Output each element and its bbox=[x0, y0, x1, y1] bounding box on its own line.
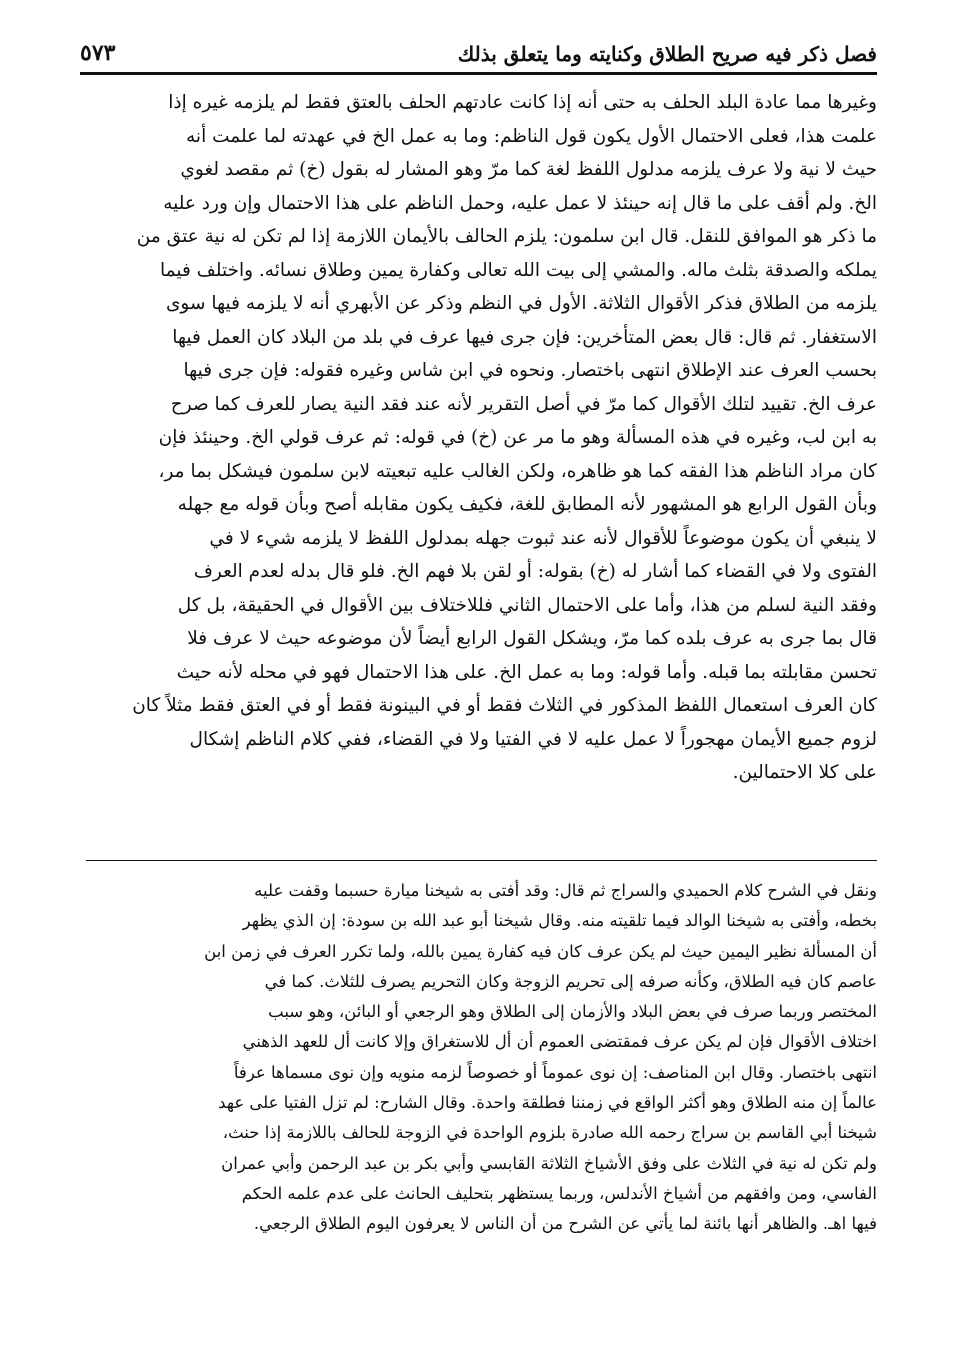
main-text-line: ما ذكر هو الموافق للنقل. قال ابن سلمون: يلزم الحالف بالأيمان اللازمة إذا لم تكن له نية عتق من bbox=[136, 226, 877, 247]
main-text-line: لزوم جميع الأيمان مهجوراً لا عمل عليه لا في الفتيا ولا في القضاء، ففي كلام الناظم إشكال bbox=[189, 728, 877, 750]
footnote-line: انتهى باختصار. وقال ابن المناصف: إن نوى عموماً أو خصوصاً لزمه منويه وإن نوى مسماها عرفاً bbox=[233, 1062, 877, 1082]
footnote-text bbox=[86, 876, 877, 1240]
main-text-line: كان مراد الناظم هذا الفقه كما هو ظاهره، ولكن الغالب عليه تبعيته لابن سلمون فيشكل بما مر، bbox=[158, 460, 877, 482]
chapter-title: فصل ذكر فيه صريح الطلاق وكنايته وما يتعلق بذلك bbox=[457, 42, 877, 66]
main-text-line: الخ. ولم أقف على ما قال إنه حينئذ لا عمل عليه، وحمل الناظم على هذا الاحتمال وإن ورد عليه bbox=[163, 192, 877, 214]
footnote-line: شيخنا أبي القاسم بن سراج رحمه الله صادرة بلزوم الواحدة في الزوجة للحالف باللازمة إذا حنث، bbox=[222, 1123, 877, 1143]
footnote-line: المختصر وربما صرف في بعض البلاد والأزمان إلى الطلاق وهو الرجعي أو البائن، وهو سبب bbox=[268, 1002, 877, 1022]
footnote-line: اختلاف الأقوال فإن لم يكن عرف فمقتضى العموم أن أل للاستغراق وإلا كانت أل للعهد الذهني bbox=[242, 1032, 877, 1052]
footnote-line: فيها اهـ. والظاهر أنها بائنة لما يأتي عن الشرح من أن الناس لا يعرفون اليوم الطلاق الرجعي. bbox=[253, 1214, 877, 1234]
footnote-line: عالماً إن منه الطلاق وهو أكثر الواقع في زمننا فطلقة واحدة. وقال الشارح: لم تزل الفتيا على عهد bbox=[218, 1093, 877, 1113]
main-text-line: الفتوى ولا في القضاء كما أشار له (خ) بقوله: أو لقن بلا فهم الخ. فلو قال بدله لعدم العرف bbox=[193, 561, 877, 582]
main-text-line: الاستغفار. ثم قال: قال بعض المتأخرين: فإن جرى فيها عرف في بلد من البلاد كان العمل فيها bbox=[172, 326, 877, 348]
header-rule bbox=[80, 72, 877, 75]
main-text-line: علمت هذا، فعلى الاحتمال الأول يكون قول الناظم: وما به عمل الخ في عهدته لما علمت أنه bbox=[186, 125, 877, 147]
footnote-line: أن المسألة نظير اليمين حيث لم يكن عرف كان فيه كفارة يمين بالله، ولما تكرر العرف في زمن ابن bbox=[204, 941, 877, 961]
main-text-line: كان العرف استعمال اللفظ المذكور في الثلاث فقط أو في البينونة فقط أو في العتق فقط مثلاً كان bbox=[132, 695, 877, 716]
footnote-line: الفاسي، ومن وافقهم من أشياخ الأندلس، وربما يستظهر بتحليف الحانث على عدم علمه الحكم bbox=[241, 1183, 877, 1203]
main-text-line: عرف الخ. تقييد لتلك الأقوال كما مرّ في أصل التقرير لأنه عند فقد النية يصار للعرف كما صرح bbox=[170, 393, 877, 415]
main-text-line: تحسن مقابلته بما قبله. وأما قوله: وما به عمل الخ. على هذا الاحتمال فهو في محله لأنه حيث bbox=[176, 661, 877, 683]
main-text-line: به ابن لب، وغيره في هذه المسألة وهو ما مر عن (خ) في قوله: ثم عرف قولي الخ. وحينئذ فإن bbox=[158, 427, 877, 448]
main-text-line: يلزمه من الطلاق فذكر الأقوال الثلاثة. الأول في النظم وذكر عن الأبهري أنه لا يلزمه فيها سوى bbox=[165, 293, 877, 314]
main-text-line: يملكه والصدقة بثلث ماله. والمشي إلى بيت الله تعالى وكفارة يمين وطلاق نسائه. واختلف فيما bbox=[160, 259, 877, 281]
footnote-line: بخطه، وأفتى به شيخنا الوالد فيما تلقيته منه. وقال شيخنا أبو عبد الله بن سودة: إن الذي يظهر bbox=[242, 911, 877, 931]
page-number: ٥٧٣ bbox=[80, 40, 116, 66]
main-text-line: وفقد النية لسلم من هذا، وأما على الاحتمال الثاني فللاختلاف بين الأقوال في الحقيقة، بل كل bbox=[177, 594, 877, 616]
footnote-line: ولم تكن له نية في الثلاث على وفق الأشياخ الثلاثة القابسي وأبي بكر بن عبد الرحمن وأبي عمران bbox=[221, 1153, 877, 1173]
main-text-line: وبأن القول الرابع هو المشهور لأنه المطابق للغة، فكيف يكون مقابله أصح وبأن قوله مع جهله bbox=[177, 494, 877, 515]
main-text-line: قال بما جرى به عرف بلده كما مرّ، ويشكل القول الرابع أيضاً لأن موضوعه حيث لا عرف فلا bbox=[187, 628, 877, 649]
footnote-line: ونقل في الشرح كلام الحميدي والسراج ثم قال: وقد أفتى به شيخنا ميارة حسبما وقفت عليه bbox=[254, 881, 877, 900]
main-text-line: على كلا الاحتمالين. bbox=[732, 762, 877, 783]
footnote-divider bbox=[86, 860, 877, 861]
page-header bbox=[80, 26, 877, 66]
main-text-line: لا ينبغي أن يكون موضوعاً للأقوال لأنه عند ثبوت جهله بمدلول اللفظ لا يلزمه شيء لا في bbox=[209, 527, 877, 549]
main-text-line: حيث لا نية ولا عرف يلزمه مدلول اللفظ لغة كما مرّ وهو المشار له بقول (خ) ثم مقصد لغوي bbox=[180, 159, 877, 180]
main-text-line: وغيرها مما عادة البلد الحلف به حتى أنه إذا كانت عادتهم الحلف بالعتق فقط لم يلزمه غيره إذا bbox=[168, 92, 877, 113]
footnote-line: عاصم كان فيه الطلاق، وكأنه صرفه إلى تحريم الزوجة وكان التحريم يصرف للثلاث. كما في bbox=[264, 971, 877, 991]
main-text bbox=[86, 86, 877, 790]
main-text-line: بحسب العرف عند الإطلاق انتهى باختصار. ونحوه في ابن شاس وغيره فقوله: فإن جرى فيها bbox=[183, 360, 877, 381]
